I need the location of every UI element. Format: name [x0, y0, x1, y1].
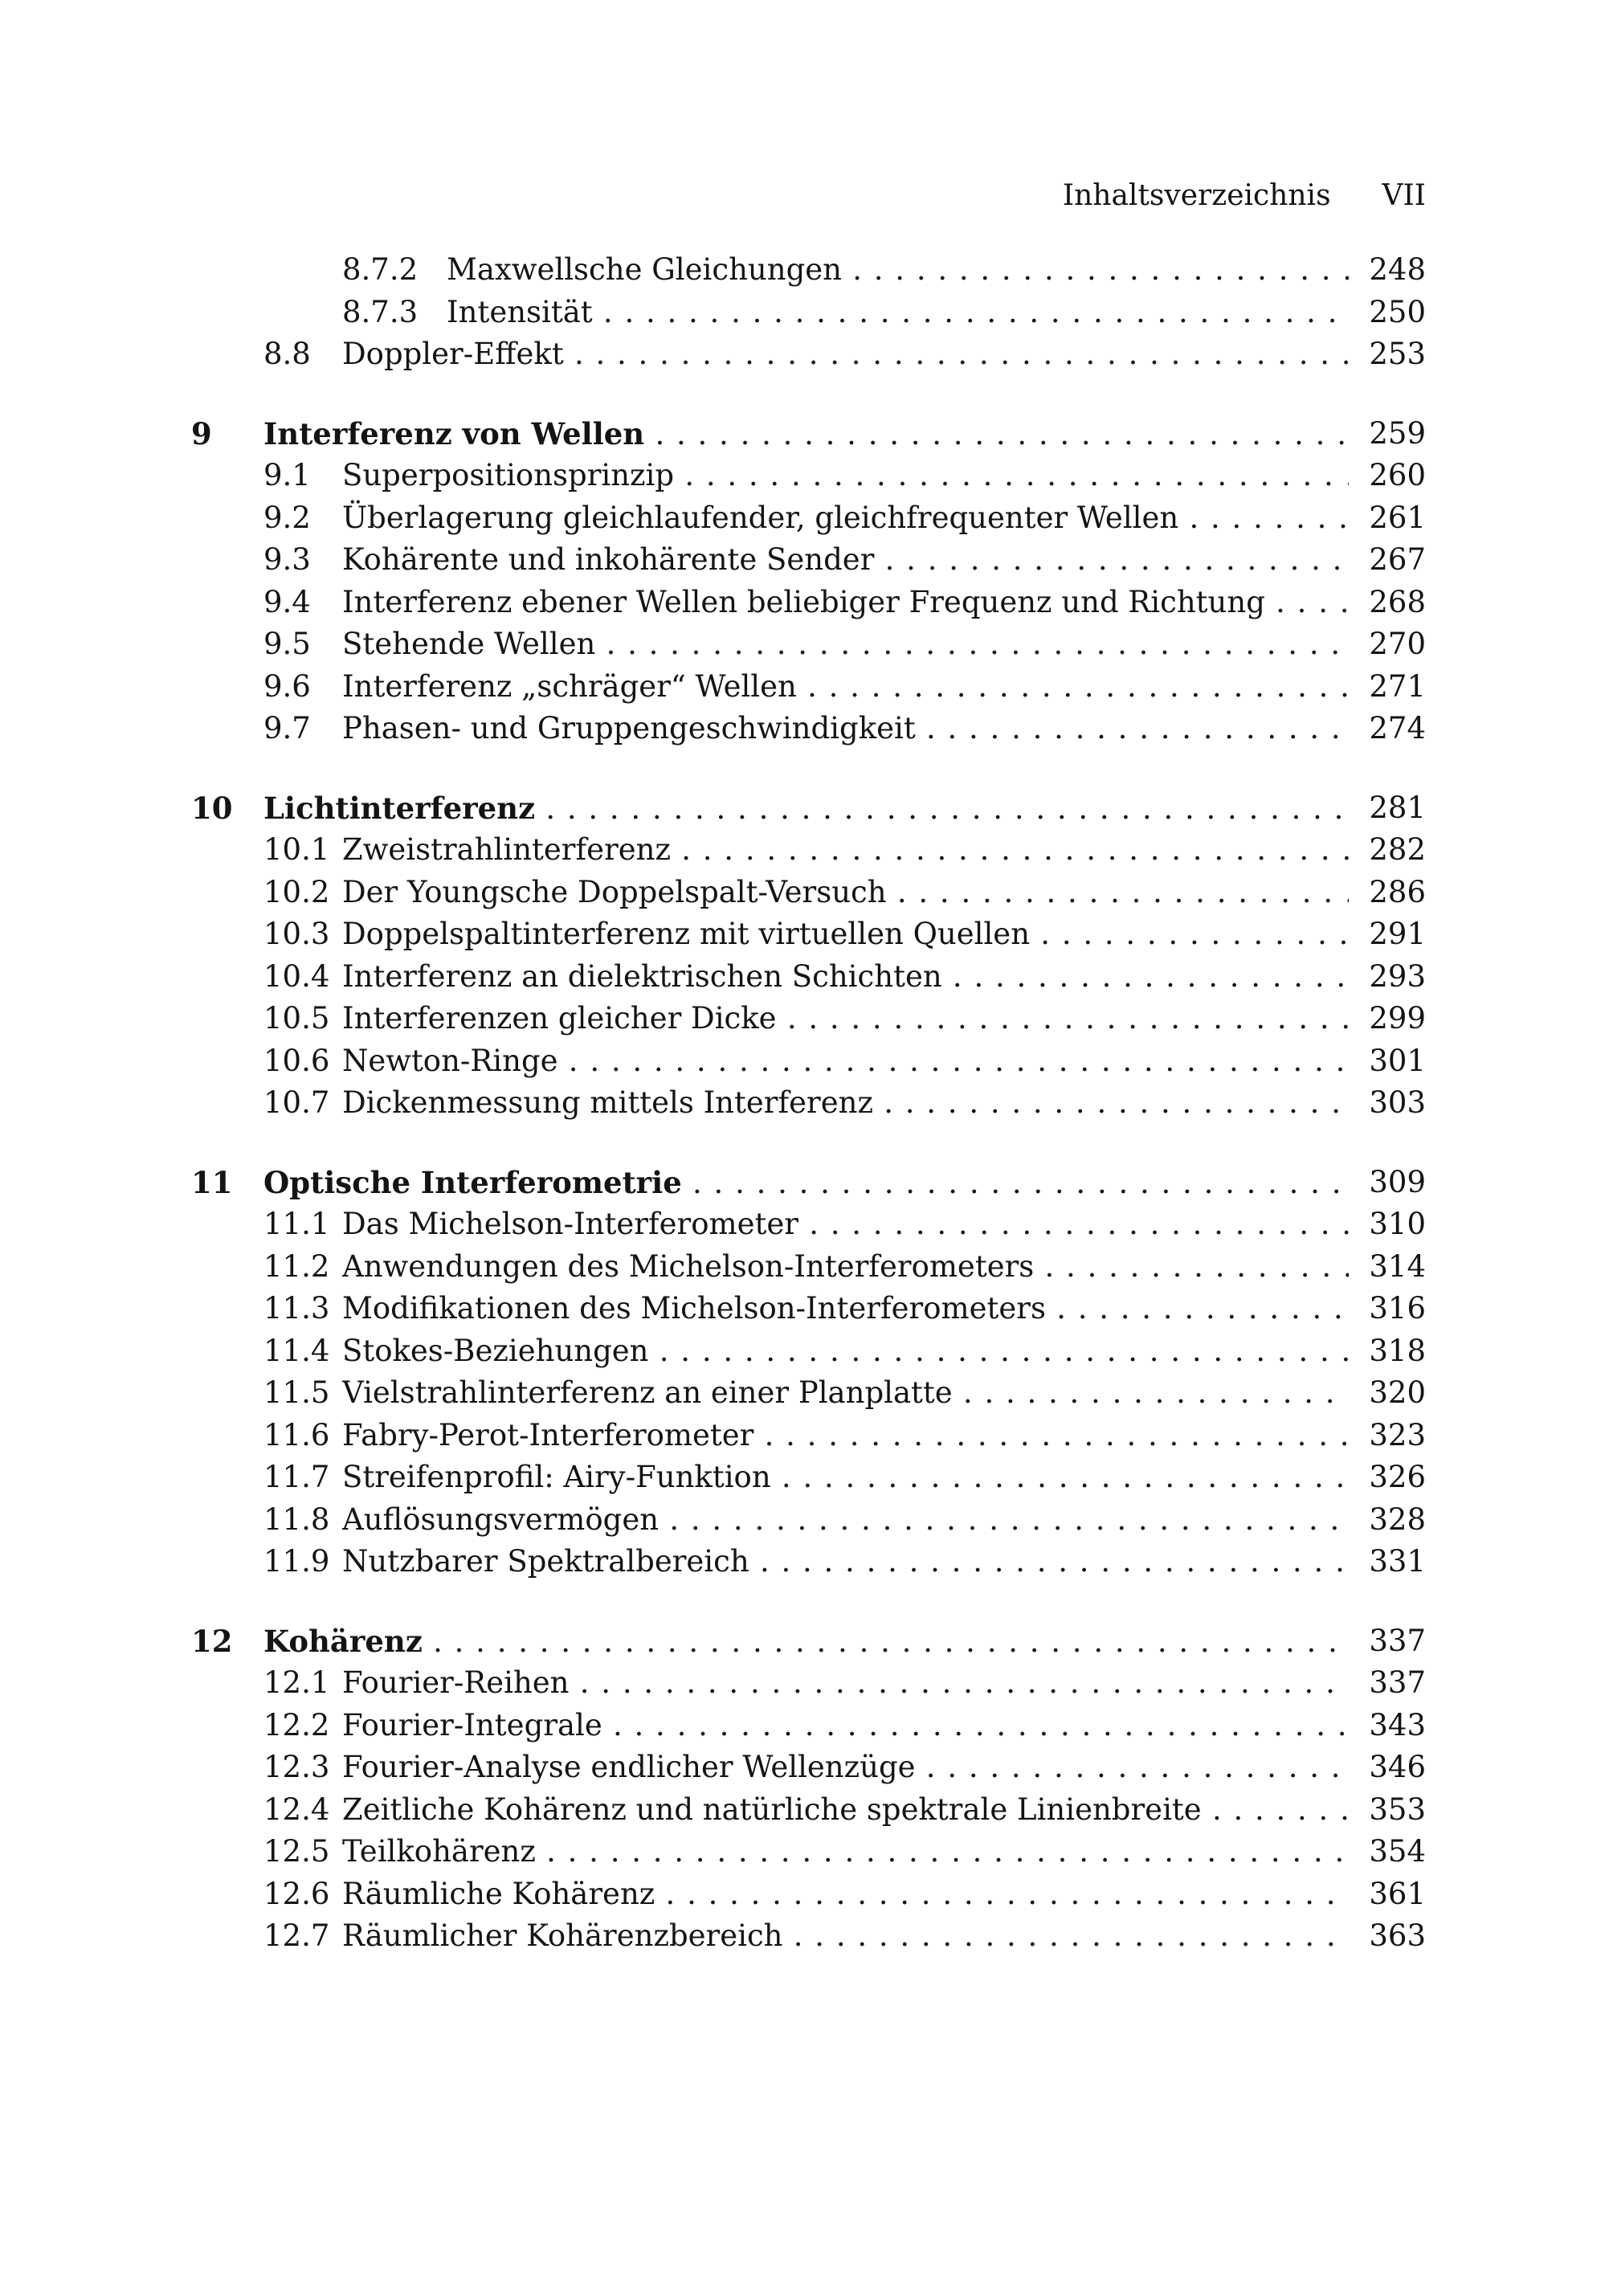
entry-page-number: 343: [1369, 1707, 1426, 1742]
page-number-roman: VII: [1382, 179, 1426, 212]
entry-page-number: 250: [1369, 294, 1426, 329]
entry-title: Zweistrahlinterferenz . . .: [342, 829, 1349, 872]
entry-number: 11.9: [263, 1544, 330, 1579]
entry-title: Kohärente und inkohärente Sender . . .: [342, 539, 1349, 582]
entry-title: Räumlicher Kohärenzbereich . . .: [342, 1915, 1349, 1958]
toc-section-entry[interactable]: [191, 666, 1426, 709]
entry-title: Räumliche Kohärenz . . .: [342, 1873, 1349, 1916]
entry-page-number: 281: [1369, 790, 1426, 825]
entry-title: Stokes-Beziehungen . . .: [342, 1330, 1349, 1373]
toc-section-entry[interactable]: [191, 1040, 1426, 1083]
toc-section-entry[interactable]: [191, 1747, 1426, 1789]
toc-section-entry[interactable]: [191, 1372, 1426, 1415]
entry-number: 8.7.2: [342, 252, 419, 287]
entry-number: 9.1: [263, 458, 311, 492]
entry-number: 8.7.3: [342, 294, 419, 329]
entry-title: Lichtinterferenz . . .: [263, 787, 1349, 830]
entry-page-number: 303: [1369, 1085, 1426, 1120]
toc-section-entry[interactable]: [191, 1705, 1426, 1747]
entry-page-number: 310: [1369, 1207, 1426, 1241]
entry-title: Dickenmessung mittels Interferenz . . .: [342, 1082, 1349, 1125]
entry-number: 10.3: [263, 917, 330, 951]
entry-title: Überlagerung gleichlaufender, gleichfrequenter Wellen . . .: [342, 497, 1349, 540]
entry-page-number: 271: [1369, 668, 1426, 704]
entry-title: Anwendungen des Michelson-Interferometers . . .: [342, 1246, 1349, 1289]
toc-section-entry[interactable]: [191, 1082, 1426, 1125]
entry-page-number: 301: [1369, 1043, 1426, 1078]
entry-title: Stehende Wellen . . .: [342, 623, 1349, 666]
entry-number: 9.2: [263, 500, 311, 535]
entry-title: Fourier-Reihen . . .: [342, 1662, 1349, 1705]
entry-page-number: 299: [1369, 1001, 1426, 1036]
entry-page-number: 293: [1369, 958, 1426, 994]
toc-section-entry[interactable]: [191, 1456, 1426, 1499]
entry-page-number: 282: [1369, 832, 1426, 867]
entry-number: 8.8: [263, 337, 311, 371]
toc-section-entry[interactable]: [191, 1288, 1426, 1330]
entry-number: 11.6: [263, 1417, 330, 1452]
entry-page-number: 260: [1369, 458, 1426, 492]
toc-section-entry[interactable]: [191, 1415, 1426, 1457]
entry-title: Fourier-Integrale . . .: [342, 1705, 1349, 1747]
entry-title: Superpositionsprinzip . . .: [342, 455, 1349, 497]
toc-section-entry[interactable]: [191, 623, 1426, 666]
entry-page-number: 323: [1369, 1417, 1426, 1452]
entry-number: 10.7: [263, 1085, 330, 1120]
toc-section-entry[interactable]: [191, 455, 1426, 497]
entry-page-number: 274: [1369, 711, 1426, 746]
entry-page-number: 337: [1369, 1665, 1426, 1700]
entry-page-number: 261: [1369, 500, 1426, 535]
toc-section-entry[interactable]: [191, 872, 1426, 914]
entry-number: 11.2: [263, 1248, 330, 1284]
entry-page-number: 354: [1369, 1834, 1426, 1869]
entry-page-number: 353: [1369, 1791, 1426, 1827]
entry-title: Interferenz an dielektrischen Schichten . . .: [342, 956, 1349, 999]
toc-chapter-entry[interactable]: [191, 787, 1426, 830]
entry-page-number: 346: [1369, 1750, 1426, 1784]
toc-section-entry[interactable]: [191, 582, 1426, 624]
toc-section-entry[interactable]: [191, 1203, 1426, 1246]
entry-page-number: 291: [1369, 917, 1426, 951]
entry-number: 11.8: [263, 1501, 330, 1537]
entry-title: Interferenz von Wellen . . .: [263, 413, 1349, 456]
running-head-title: Inhaltsverzeichnis: [1062, 179, 1331, 212]
entry-number: 12: [191, 1623, 233, 1659]
entry-title: Modifikationen des Michelson-Interferometers . . .: [342, 1288, 1349, 1330]
toc-section-entry[interactable]: [191, 829, 1426, 872]
entry-page-number: 331: [1369, 1544, 1426, 1579]
toc-section-entry[interactable]: [191, 913, 1426, 956]
entry-title: Teilkohärenz . . .: [342, 1831, 1349, 1873]
entry-page-number: 268: [1369, 584, 1426, 619]
entry-number: 12.7: [263, 1918, 330, 1953]
entry-number: 10.5: [263, 1001, 330, 1036]
toc-chapter-entry[interactable]: [191, 1620, 1426, 1663]
entry-page-number: 316: [1369, 1291, 1426, 1326]
entry-title: Streifenprofil: Airy-Funktion . . .: [342, 1456, 1349, 1499]
entry-number: 9.5: [263, 627, 311, 661]
entry-page-number: 314: [1369, 1248, 1426, 1284]
entry-number: 12.3: [263, 1750, 330, 1784]
entry-title: Interferenzen gleicher Dicke . . .: [342, 998, 1349, 1040]
entry-number: 9.6: [263, 668, 311, 704]
toc-chapter-entry[interactable]: [191, 413, 1426, 456]
entry-number: 12.5: [263, 1834, 330, 1869]
toc-subsection-entry[interactable]: [191, 292, 1426, 334]
toc-section-entry[interactable]: [191, 998, 1426, 1040]
entry-page-number: 320: [1369, 1375, 1426, 1410]
toc-section-entry[interactable]: [191, 1330, 1426, 1373]
entry-page-number: 267: [1369, 542, 1426, 577]
entry-number: 10: [191, 790, 233, 826]
entry-title: Fabry-Perot-Interferometer . . .: [342, 1415, 1349, 1457]
entry-page-number: 248: [1369, 252, 1426, 287]
toc-group: [191, 787, 1426, 1125]
entry-page-number: 259: [1369, 415, 1426, 451]
entry-number: 10.1: [263, 832, 330, 867]
entry-title: Das Michelson-Interferometer . . .: [342, 1203, 1349, 1246]
entry-page-number: 270: [1369, 627, 1426, 661]
toc-section-entry[interactable]: [191, 1915, 1426, 1958]
entry-title: Interferenz ebener Wellen beliebiger Frequenz und Richtung . . .: [342, 582, 1349, 624]
entry-title: Maxwellsche Gleichungen . . .: [447, 249, 1349, 292]
entry-number: 10.2: [263, 874, 330, 909]
toc-section-entry[interactable]: [191, 1499, 1426, 1542]
toc-section-entry[interactable]: [191, 1662, 1426, 1705]
entry-title: Interferenz „schräger“ Wellen . . .: [342, 666, 1349, 709]
toc-section-entry[interactable]: [191, 956, 1426, 999]
entry-page-number: 309: [1369, 1164, 1426, 1199]
entry-title: Zeitliche Kohärenz und natürliche spektrale Linienbreite . . .: [342, 1789, 1349, 1832]
entry-number: 11.1: [263, 1207, 330, 1241]
entry-title: Doppelspaltinterferenz mit virtuellen Quellen . . .: [342, 913, 1349, 956]
toc-section-entry[interactable]: [191, 497, 1426, 540]
toc-section-entry[interactable]: [191, 1789, 1426, 1832]
toc-subsection-entry[interactable]: [191, 249, 1426, 292]
entry-title: Kohärenz . . .: [263, 1620, 1349, 1663]
entry-page-number: 361: [1369, 1876, 1426, 1911]
running-head: [1063, 175, 1426, 217]
entry-title: Nutzbarer Spektralbereich . . .: [342, 1541, 1349, 1583]
entry-page-number: 337: [1369, 1623, 1426, 1658]
entry-number: 11.5: [263, 1375, 330, 1410]
entry-title: Optische Interferometrie . . .: [263, 1162, 1349, 1204]
entry-title: Auflösungsvermögen . . .: [342, 1499, 1349, 1542]
toc-section-entry[interactable]: [191, 1246, 1426, 1289]
entry-title: Newton-Ringe . . .: [342, 1040, 1349, 1083]
entry-page-number: 326: [1369, 1460, 1426, 1494]
entry-number: 9: [191, 415, 212, 451]
toc-section-entry[interactable]: [191, 1541, 1426, 1583]
toc-section-entry[interactable]: [191, 539, 1426, 582]
entry-number: 11: [191, 1164, 233, 1200]
entry-title: Intensität . . .: [447, 292, 1349, 334]
toc-group: [191, 1620, 1426, 1958]
entry-page-number: 286: [1369, 874, 1426, 909]
entry-number: 11.3: [263, 1291, 330, 1326]
entry-number: 10.6: [263, 1043, 330, 1078]
toc-section-entry[interactable]: [191, 333, 1426, 376]
entry-number: 11.4: [263, 1333, 330, 1368]
entry-page-number: 328: [1369, 1501, 1426, 1537]
entry-title: Fourier-Analyse endlicher Wellenzüge . . .: [342, 1747, 1349, 1789]
toc-section-entry[interactable]: [191, 708, 1426, 750]
entry-number: 9.7: [263, 711, 311, 746]
entry-number: 12.4: [263, 1791, 330, 1827]
entry-title: Der Youngsche Doppelspalt-Versuch . . .: [342, 872, 1349, 914]
entry-number: 10.4: [263, 958, 330, 994]
toc-section-entry[interactable]: [191, 1873, 1426, 1916]
toc-chapter-entry[interactable]: [191, 1162, 1426, 1204]
entry-page-number: 253: [1369, 337, 1426, 371]
toc-section-entry[interactable]: [191, 1831, 1426, 1873]
entry-number: 9.4: [263, 584, 311, 619]
entry-title: Doppler-Effekt . . .: [342, 333, 1349, 376]
table-of-contents: [191, 249, 1426, 1995]
entry-page-number: 318: [1369, 1333, 1426, 1368]
entry-title: Vielstrahlinterferenz an einer Planplatte . . .: [342, 1372, 1349, 1415]
toc-group: [191, 1162, 1426, 1583]
entry-number: 9.3: [263, 542, 311, 577]
entry-number: 12.6: [263, 1876, 330, 1911]
entry-number: 12.2: [263, 1707, 330, 1742]
entry-page-number: 363: [1369, 1918, 1426, 1953]
toc-group: [191, 413, 1426, 750]
toc-group: [191, 249, 1426, 376]
entry-number: 11.7: [263, 1460, 330, 1494]
entry-title: Phasen- und Gruppengeschwindigkeit . . .: [342, 708, 1349, 750]
entry-number: 12.1: [263, 1665, 330, 1700]
